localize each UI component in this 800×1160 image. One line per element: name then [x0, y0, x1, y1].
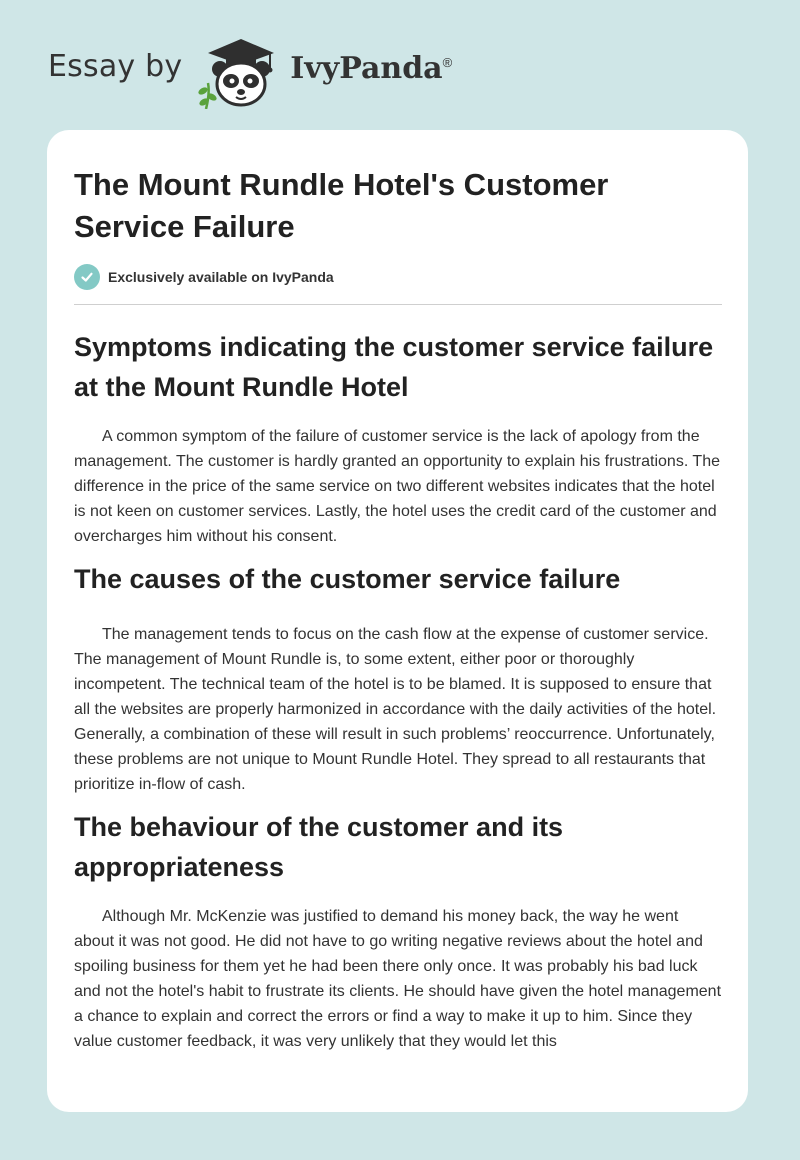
title-divider [74, 304, 722, 305]
site-header [48, 30, 452, 110]
registered-mark: ® [442, 54, 453, 70]
section-heading: The causes of the customer service failure [74, 564, 621, 594]
section-paragraph: Although Mr. McKenzie was justified to demand his money back, the way he went about it was not good. He did not have to go writing negative reviews about the hotel and spoiling business for them yet he had been there only once. It was probably his bad luck and not the hotel's habit to frustrate its clients. He should have given the hotel management a chance to explain and correct the errors or find a way to make it up to him. Since they value customer feedback, it was very unlikely that they would let this [74, 908, 722, 1050]
section-paragraph: The management tends to focus on the cash flow at the expense of customer service. The management of Mount Rundle is, to some extent, either poor or thoroughly incompetent. The technical team of the hotel is to be blamed. It is supposed to ensure that all the websites are properly harmonized in accordance with the daily activities of the hotel. Generally, a combination of these will result in such problems’ reoccurrence. Unfortunately, these problems are not unique to Mount Rundle Hotel. They spread to all restaurants that prioritize in-flow of cash. [74, 626, 717, 793]
panda-graduate-logo-icon [196, 31, 282, 109]
section-heading: Symptoms indicating the customer service failure at the Mount Rundle Hotel [74, 332, 714, 402]
ivypanda-logo[interactable] [196, 31, 452, 109]
section-paragraph: A common symptom of the failure of customer service is the lack of apology from the management. The customer is hardly granted an opportunity to explain his frustrations. The difference in the price of the same service on two different websites indicates that the hotel is not keen on customer services. Lastly, the hotel uses the credit card of the customer and overcharges him without his consent. [74, 428, 720, 545]
checkmark-circle-icon [74, 264, 100, 290]
brand-name: IvyPanda® [290, 50, 453, 86]
section-heading: The behaviour of the customer and its appropriateness [74, 812, 564, 882]
essay-card [47, 130, 748, 1112]
essay-by-label: Essay by [48, 48, 183, 84]
exclusive-label: Exclusively available on IvyPanda [108, 269, 334, 285]
essay-title: The Mount Rundle Hotel's Customer Service Failure [74, 167, 609, 244]
exclusive-badge [74, 264, 722, 290]
